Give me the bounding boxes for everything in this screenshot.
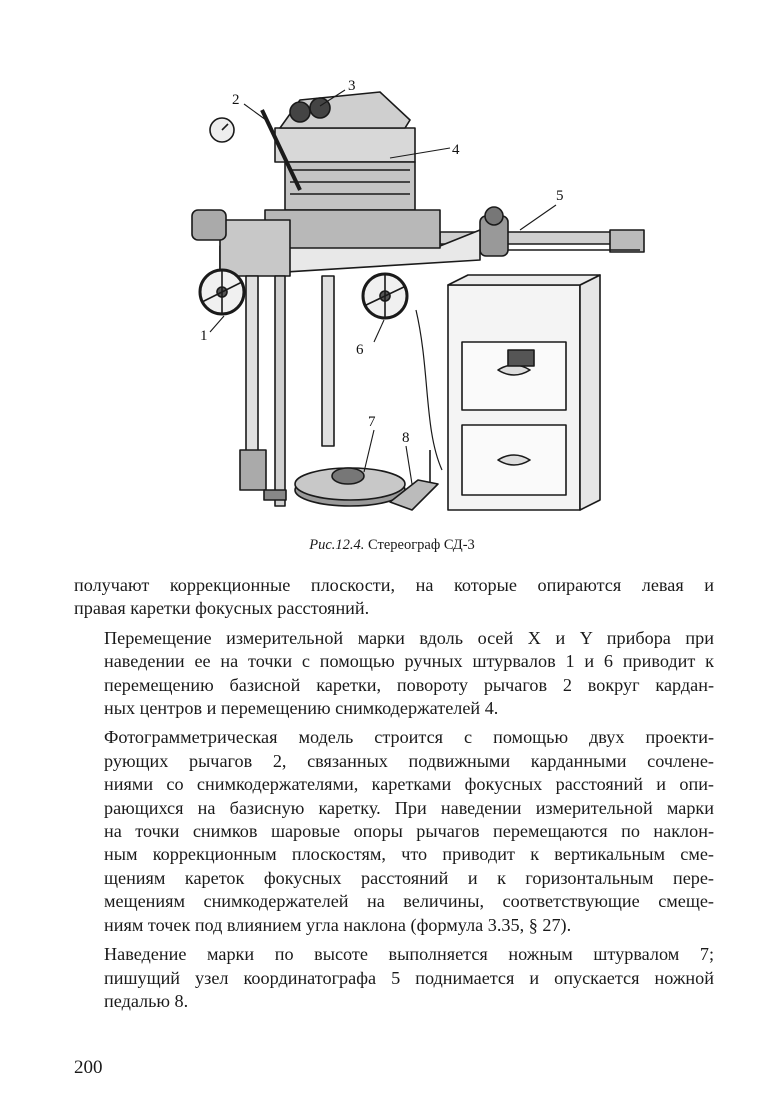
- callout-8: 8: [402, 430, 410, 446]
- text-line: мещениям снимкодержателей на величины, соответствующие смеще-: [104, 891, 714, 912]
- callout-7: 7: [368, 414, 376, 430]
- text-line: пишущий узел координатографа 5 поднимается и опускается ножной: [104, 967, 714, 988]
- stereograph-figure: [180, 70, 660, 530]
- hand-wheel-6: [363, 274, 407, 318]
- callout-2: 2: [232, 92, 240, 108]
- text-line: Фотограмметрическая модель строится с помощью двух проекти-: [104, 727, 714, 748]
- leg-right: [322, 276, 334, 446]
- callout-4: 4: [452, 142, 460, 158]
- leg-left: [246, 276, 258, 476]
- text-line: ных центров и перемещению снимкодержателей 4.: [104, 698, 499, 719]
- foot-wheel-7: [295, 468, 405, 506]
- paragraph-1: [74, 574, 714, 621]
- callout-6: 6: [356, 342, 364, 358]
- text-line: наведении ее на точки с помощью ручных штурвалов 1 и 6 приводит к: [104, 651, 714, 672]
- text-line: перемещению базисной каретки, повороту рычагов 2 вокруг кардан-: [104, 674, 714, 695]
- text-line: ниям точек под влиянием угла наклона (формула 3.35, § 27).: [104, 914, 572, 935]
- text-line: на точки снимков шаровые опоры рычагов перемещаются по наклон-: [104, 821, 714, 842]
- text-line: получают коррекционные плоскости, на которые опираются левая и: [74, 575, 714, 595]
- text-line: ниями со снимкодержателями, каретками фокусных расстояний и опи-: [104, 774, 714, 795]
- machine-drawing: [192, 92, 644, 510]
- page-number: 200: [74, 1057, 103, 1078]
- text-line: педалью 8.: [104, 990, 189, 1011]
- callout-3: 3: [348, 78, 356, 94]
- paragraph-2: [74, 627, 714, 721]
- text-line: щениям кареток фокусных расстояний и к горизонтальным пере-: [104, 867, 714, 888]
- text-line: рающихся на базисную каретку. При наведении измерительной марки: [104, 797, 714, 818]
- stereograph-illustration: [180, 70, 660, 530]
- text-line: рующих рычагов 2, связанных подвижными карданными сочлене-: [104, 750, 714, 771]
- text-line: правая каретки фокусных расстояний.: [74, 598, 370, 619]
- callout-5: 5: [556, 188, 564, 204]
- text-line: Перемещение измерительной марки вдоль осей X и Y прибора при: [104, 627, 714, 648]
- figure-caption: [0, 537, 784, 554]
- base-carriage: [265, 210, 440, 248]
- caption-text: Стереограф СД-3: [368, 537, 475, 553]
- text-line: ным коррекционным плоскостям, что приводит к вертикальным сме-: [104, 844, 714, 865]
- paragraph-4: [74, 943, 714, 1013]
- caption-ref: Рис.12.4.: [309, 537, 365, 553]
- callout-1: 1: [200, 328, 208, 344]
- body-text: [74, 574, 714, 1013]
- text-line: Наведение марки по высоте выполняется ножным штурвалом 7;: [104, 944, 714, 965]
- hand-wheel-1: [200, 270, 244, 314]
- paragraph-3: [74, 726, 714, 937]
